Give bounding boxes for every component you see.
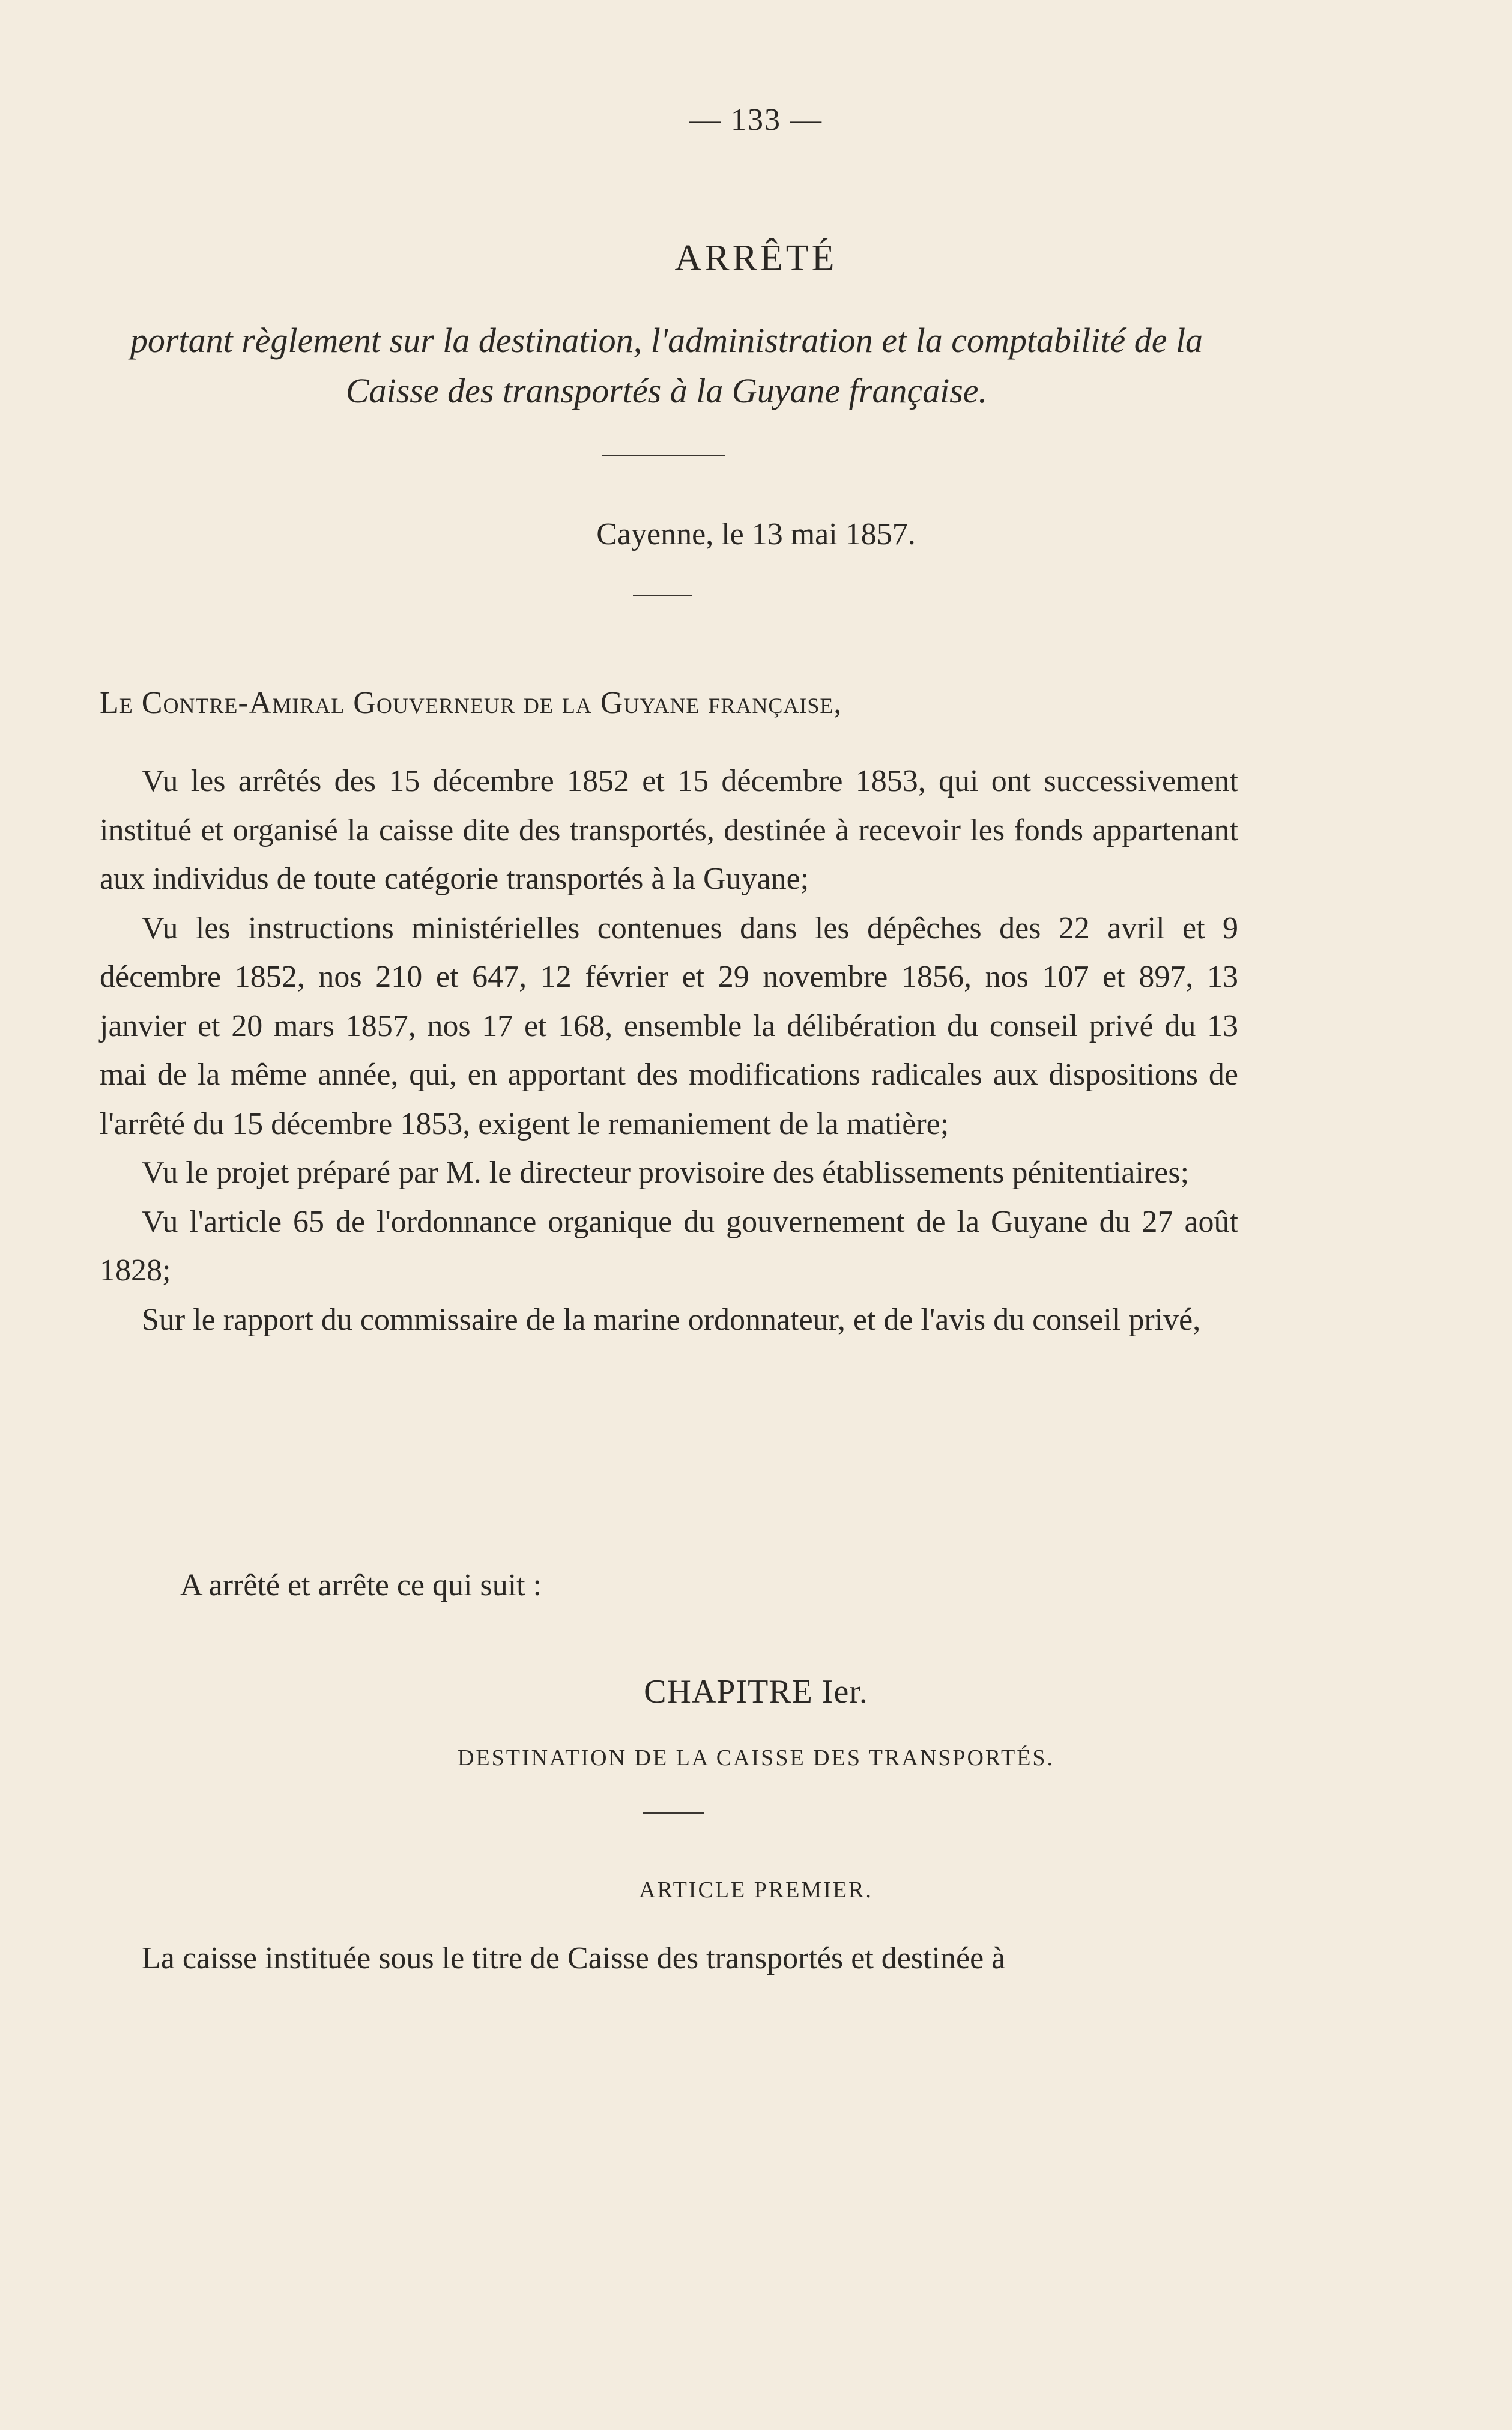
preamble-clause: Vu les instructions ministérielles contenues dans les dépêches des 22 avril et 9 décembre 1852, nos 210 et 647, 12 février et 29 novembre 1856, nos 107 et 897, 13 janvier et 20 mars 1857, nos 17 et 168, ensemble la délibération du conseil privé du 13 mai de la même année, qui, en apportant des modifications radicales aux dispositions de l'arrêté du 15 décembre 1853, exigent le remaniement de la matière; <box>100 910 1238 1141</box>
preamble-clause: Vu l'article 65 de l'ordonnance organique du gouvernement de la Guyane du 27 août 1828; <box>100 1204 1238 1288</box>
title-rule <box>602 455 725 456</box>
dateline-rule <box>633 595 692 596</box>
article-body <box>100 1934 1238 1983</box>
preamble-clause: Vu le projet préparé par M. le directeur provisoire des établissements pénitentiaires; <box>142 1156 1190 1190</box>
chapter-subtitle: DESTINATION DE LA CAISSE DES TRANSPORTÉS. <box>457 1745 1055 1771</box>
document-subtitle: portant règlement sur la destination, l'administration et la comptabilité de la Caisse des transportés à la Guyane française. <box>130 321 1203 410</box>
preamble-clause: Sur le rapport du commissaire de la marine ordonnateur, et de l'avis du conseil privé, <box>142 1302 1201 1337</box>
issuing-authority: Le Contre-Amiral Gouverneur de la Guyane française, <box>100 686 842 720</box>
decree-formula: A arrêté et arrête ce qui suit : <box>180 1568 542 1602</box>
chapter-title: CHAPITRE Ier. <box>644 1673 868 1710</box>
preamble-clause: Vu les arrêtés des 15 décembre 1852 et 15 décembre 1853, qui ont successivement institué et organisé la caisse dite des transportés, destinée à recevoir les fonds appartenant aux individus de toute catégorie transportés à la Guyane; <box>100 764 1238 896</box>
article-paragraph: La caisse instituée sous le titre de Caisse des transportés et destinée à <box>142 1941 1006 1975</box>
dateline: Cayenne, le 13 mai 1857. <box>596 517 916 551</box>
preamble <box>100 757 1238 1344</box>
document-title: ARRÊTÉ <box>674 238 838 279</box>
article-heading: ARTICLE PREMIER. <box>639 1877 873 1903</box>
chapter-rule <box>643 1812 704 1814</box>
page-number: — 133 — <box>689 103 823 137</box>
